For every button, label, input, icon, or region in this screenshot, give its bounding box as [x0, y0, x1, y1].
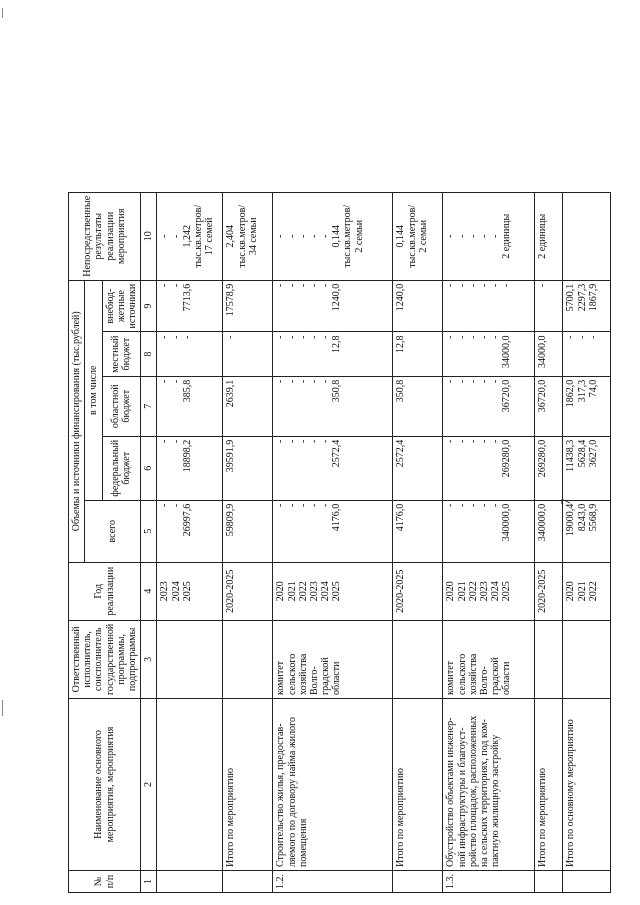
header-year: Год реализации: [69, 562, 141, 620]
table-row: [443, 192, 535, 892]
row-federal: - - - - - 269280,0: [443, 436, 535, 500]
row-name: [157, 699, 223, 871]
row-regional: 1862,0 317,3 74,0: [563, 376, 611, 436]
row-federal: - - - - - 2572,4: [273, 436, 393, 500]
row-extra: -: [535, 280, 563, 332]
table-row-total: [393, 192, 443, 892]
page-number: 7: [558, 498, 573, 505]
header-n: № п/п: [69, 871, 141, 893]
row-local: - - -: [563, 332, 611, 376]
header-row-1: [69, 192, 85, 892]
table-row-total: [223, 192, 273, 892]
row-federal: - - 18898,2: [157, 436, 223, 500]
row-regional: - - - - - 36720,0: [443, 376, 535, 436]
row-federal: 39591,9: [223, 436, 273, 500]
row-local: -: [223, 332, 273, 376]
row-name: Итого по мероприятию: [535, 699, 563, 871]
table-row: [157, 192, 223, 892]
row-regional: - - 385,8: [157, 376, 223, 436]
column-number-row: [141, 192, 157, 892]
row-n: 1.2.: [273, 871, 393, 893]
row-regional: 350,8: [393, 376, 443, 436]
row-year: 2020-2025: [535, 562, 563, 620]
row-local: - - -: [157, 332, 223, 376]
header-federal: федеральный бюджет: [102, 436, 141, 500]
row-local: - - - - - 12,8: [273, 332, 393, 376]
row-year: 2023 2024 2025: [157, 562, 223, 620]
row-n: [535, 871, 563, 893]
row-n: [393, 871, 443, 893]
row-year: 2020 2021 2022: [563, 562, 611, 620]
row-n: 1.3.: [443, 871, 535, 893]
header-extra: внебюд-жетные источники: [102, 280, 141, 332]
funding-table: [68, 192, 611, 893]
row-executor: [223, 620, 273, 698]
row-total: 340000,0: [535, 500, 563, 562]
row-n: [563, 871, 611, 893]
column-number: 3: [141, 620, 157, 698]
header-funding-group: Объемы и источники финансирования (тыс.рублей): [69, 280, 85, 562]
row-n: [157, 871, 223, 893]
row-n: [223, 871, 273, 893]
header-results: Непосредственные результаты реализации мероприятия: [69, 192, 141, 280]
row-local: 34000,0: [535, 332, 563, 376]
scan-edge-mark: [2, 700, 3, 716]
row-federal: 2572,4: [393, 436, 443, 500]
row-results: - - 1,242 тыс.кв.метров/ 17 семей: [157, 192, 223, 280]
row-extra: 17578,9: [223, 280, 273, 332]
header-name: Наименование основного мероприятия, мероприятия: [69, 699, 141, 871]
row-executor: [393, 620, 443, 698]
row-year: 2020-2025: [393, 562, 443, 620]
row-extra: - - 7713,6: [157, 280, 223, 332]
row-total: - - - - - 4176,0: [273, 500, 393, 562]
row-total: 59809,9: [223, 500, 273, 562]
row-executor: комитет сельского хозяйства Волго- градской области: [273, 620, 393, 698]
header-incl: в том числе: [85, 280, 102, 500]
column-number: 1: [141, 871, 157, 893]
row-federal: 269280,0: [535, 436, 563, 500]
header-regional: областной бюджет: [102, 376, 141, 436]
row-results: [563, 192, 611, 280]
row-extra: 5700,1 2297,3 1867,9: [563, 280, 611, 332]
row-name: Итого по мероприятию: [393, 699, 443, 871]
header-local: местный бюджет: [102, 332, 141, 376]
row-results: - - - - - 0,144 тыс.кв.метров/ 2 семьи: [273, 192, 393, 280]
table-row: [563, 192, 611, 892]
row-total: - - - - - 340000,0: [443, 500, 535, 562]
row-total: 19000,4 8243,0 5568,9: [563, 500, 611, 562]
row-executor: [535, 620, 563, 698]
header-executor: Ответственный исполнитель, соисполнитель государственной программы, подпрограммы: [69, 620, 141, 698]
scan-edge-mark: [2, 8, 3, 18]
row-extra: 1240,0: [393, 280, 443, 332]
row-extra: - - - - - -: [443, 280, 535, 332]
row-executor: [157, 620, 223, 698]
table-row-total: [535, 192, 563, 892]
row-year: 2020 2021 2022 2023 2024 2025: [443, 562, 535, 620]
row-local: 12,8: [393, 332, 443, 376]
column-number: 8: [141, 332, 157, 376]
column-number: 6: [141, 436, 157, 500]
row-year: 2020 2021 2022 2023 2024 2025: [273, 562, 393, 620]
row-name: Итого по мероприятию: [223, 699, 273, 871]
column-number: 5: [141, 500, 157, 562]
column-number: 10: [141, 192, 157, 280]
row-results: 0,144 тыс.кв.метров/ 2 семьи: [393, 192, 443, 280]
row-executor: комитет сельского хозяйства Волго- градской области: [443, 620, 535, 698]
row-results: 2 единицы: [535, 192, 563, 280]
row-total: 4176,0: [393, 500, 443, 562]
column-number: 4: [141, 562, 157, 620]
row-year: 2020-2025: [223, 562, 273, 620]
row-local: - - - - - 34000,0: [443, 332, 535, 376]
row-name: Строительство жилья, предостав- ляемого по договору найма жилого помещения: [273, 699, 393, 871]
row-federal: 11438,3 5628,4 3627,0: [563, 436, 611, 500]
row-results: 2,404 тыс.кв.метров/ 34 семьи: [223, 192, 273, 280]
row-total: - - 26997,6: [157, 500, 223, 562]
row-name: Обустройство объектами инженер- ной инфраструктуры и благоуст- ройство площадок, расположенных на сельских территориях, под ком- пактную жилищную застройку: [443, 699, 535, 871]
row-results: - - - - - 2 единицы: [443, 192, 535, 280]
row-regional: 36720,0: [535, 376, 563, 436]
header-total: всего: [85, 500, 141, 562]
column-number: 9: [141, 280, 157, 332]
column-number: 2: [141, 699, 157, 871]
row-regional: - - - - - 350,8: [273, 376, 393, 436]
column-number: 7: [141, 376, 157, 436]
row-regional: 2639,1: [223, 376, 273, 436]
table-row: [273, 192, 393, 892]
row-executor: [563, 620, 611, 698]
row-extra: - - - - - 1240,0: [273, 280, 393, 332]
row-name: Итого по основному мероприятию: [563, 699, 611, 871]
